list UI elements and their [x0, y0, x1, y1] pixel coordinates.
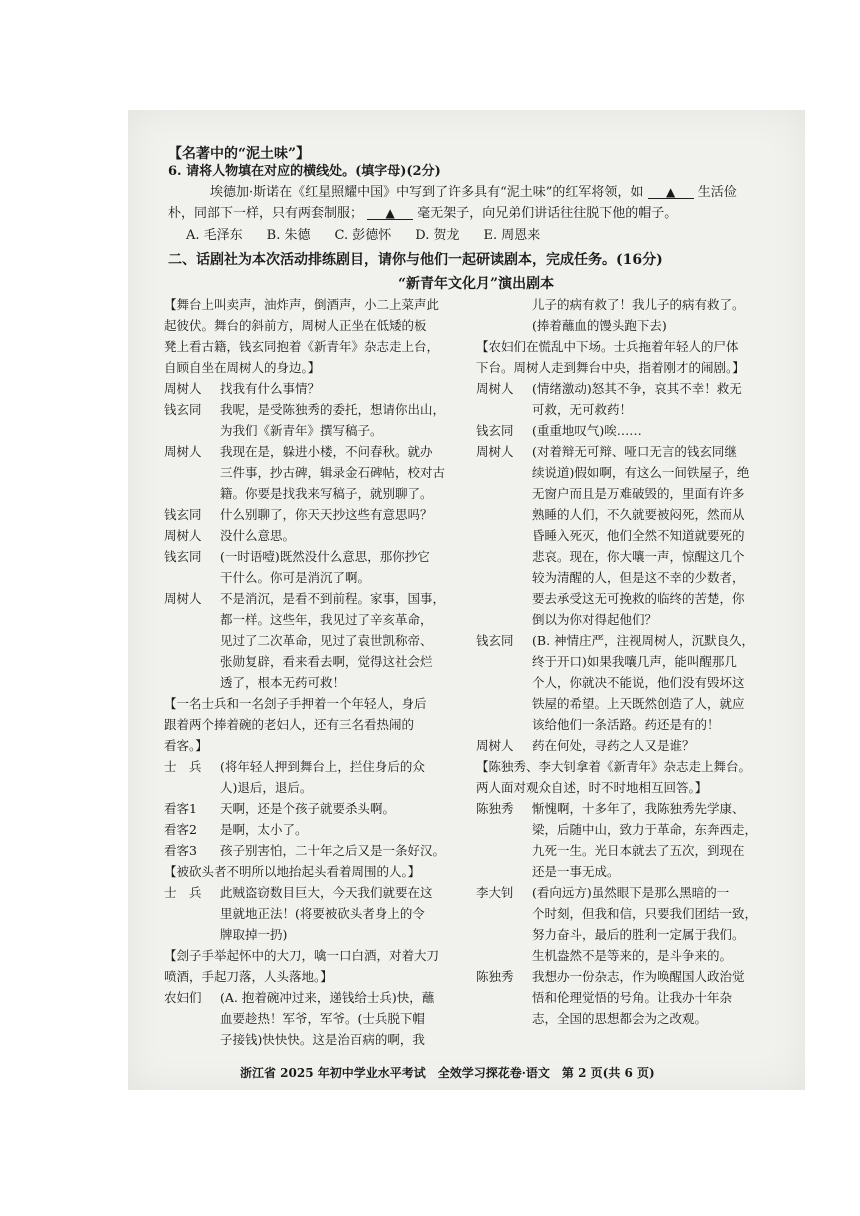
- dialogue-text: [532, 735, 695, 756]
- dialogue-entry: [164, 987, 464, 1050]
- dialogue-continuation: [476, 294, 796, 336]
- stage-direction-line: 下台。周树人走到舞台中央，指着刚才的闹剧。】: [476, 360, 745, 375]
- dialogue-line: (一时语噎)既然没什么意思，那你抄它: [220, 549, 430, 564]
- dialogue-line: (情绪激动)怒其不争，哀其不幸！救无: [532, 381, 742, 396]
- speaker-name: 钱玄同: [164, 549, 202, 564]
- speaker-name: 士 兵: [164, 885, 202, 900]
- dialogue-line: 儿子的病有救了！我儿子的病有救了。: [532, 297, 745, 312]
- dialogue-line: 为我们《新青年》撰写稿子。: [220, 423, 383, 438]
- dialogue-text: [532, 441, 749, 630]
- stage-direction-line: 【陈独秀、李大钊拿着《新青年》杂志走上舞台。: [476, 759, 752, 774]
- option-d: D. 贺龙: [415, 228, 460, 243]
- dialogue-line: 都一样。这些年，我见过了辛亥革命，: [220, 612, 433, 627]
- dialogue-text: [532, 630, 754, 735]
- dialogue-line: 见过了二次革命，见过了袁世凯称帝、: [220, 633, 433, 648]
- speaker-name: 农妇们: [164, 990, 202, 1005]
- speaker-name: 钱玄同: [164, 402, 202, 417]
- stage-direction: [164, 945, 464, 987]
- speaker-name: 看客3: [164, 843, 197, 858]
- dialogue-line: 籍。你要是找我来写稿子，就别聊了。: [220, 486, 433, 501]
- stage-direction: [164, 861, 464, 882]
- dialogue-line: 药在何处，寻药之人又是谁？: [532, 738, 695, 753]
- dialogue-text: [220, 987, 434, 1050]
- dialogue-text: [220, 378, 320, 399]
- dialogue-entry: [476, 630, 796, 735]
- dialogue-line: 还是一事无成。: [532, 864, 620, 879]
- dialogue-line: 九死一生。光日本就去了五次，到现在: [532, 843, 745, 858]
- option-e: E. 周恩来: [483, 228, 541, 243]
- dialogue-line: 个时刻，但我和信，只要我们团结一致，: [532, 906, 758, 921]
- speaker-name: 钱玄同: [476, 423, 514, 438]
- dialogue-line: 昏睡入死灭，他们全然不知道就要死的: [532, 528, 745, 543]
- stage-direction-line: 两人面对观众自述，时不时地相互回答。】: [476, 780, 708, 795]
- dialogue-line: 三件事，抄古碑，辑录金石碑帖，校对古: [220, 465, 446, 480]
- stage-direction: [476, 336, 796, 378]
- option-a: A. 毛泽东: [186, 228, 243, 243]
- dialogue-entry: [164, 882, 464, 945]
- stage-direction-line: 自顾自坐在周树人的身边。】: [164, 360, 321, 375]
- stage-direction: [476, 756, 796, 798]
- q6-line2-text: 朴，同部下一样，只有两套制服；: [168, 206, 364, 221]
- question-6-line1: [210, 183, 737, 203]
- dialogue-line: (将年轻人押到舞台上，拦住身后的众: [220, 759, 425, 774]
- dialogue-entry: [164, 756, 464, 798]
- dialogue-line: 什么别聊了，你天天抄这些有意思吗？: [220, 507, 433, 522]
- stage-direction-line: 看客。】: [164, 738, 208, 753]
- dialogue-text: [220, 546, 430, 588]
- dialogue-line: 要去承受这无可挽救的临终的苦楚，你: [532, 591, 745, 606]
- q6-line1-text: 埃德加·斯诺在《红星照耀中国》中写到了许多具有“泥土味”的红军将领，如: [210, 185, 644, 200]
- dialogue-line: 天啊，还是个孩子就要杀头啊。: [220, 801, 396, 816]
- stage-direction-line: 【刽子手举起怀中的大刀，噙一口白酒，对着大刀: [164, 948, 440, 963]
- dialogue-line: 不是消沉，是看不到前程。家事，国事，: [220, 591, 446, 606]
- dialogue-entry: [476, 966, 796, 1029]
- dialogue-line: 人)退后，退后。: [220, 780, 313, 795]
- dialogue-entry: [476, 378, 796, 420]
- dialogue-text: [220, 882, 433, 945]
- speaker-name: 看客1: [164, 801, 197, 816]
- dialogue-line: 悟和伦理觉悟的号角。让我办十年杂: [532, 990, 733, 1005]
- speaker-name: 周树人: [476, 444, 514, 459]
- dialogue-entry: [164, 441, 464, 504]
- dialogue-entry: [476, 798, 796, 882]
- dialogue-line: 可救，无可救药！: [532, 402, 633, 417]
- dialogue-entry: [164, 504, 464, 525]
- dialogue-line: 我想办一份杂志，作为唤醒国人政治觉: [532, 969, 745, 984]
- option-list: [186, 226, 540, 246]
- dialogue-line: 透了，根本无药可救！: [220, 675, 346, 690]
- dialogue-line: (重重地叹气)唉……: [532, 423, 642, 438]
- dialogue-line: (看向远方)虽然眼下是那么黑暗的一: [532, 885, 730, 900]
- speaker-name: 陈独秀: [476, 969, 514, 984]
- dialogue-text: [220, 504, 433, 525]
- speaker-name: 钱玄同: [476, 633, 514, 648]
- speaker-name: 周树人: [476, 381, 514, 396]
- dialogue-entry: [164, 588, 464, 693]
- dialogue-text: [220, 840, 445, 861]
- dialogue-line: 铁屋的希望。上天既然创造了人，就应: [532, 696, 745, 711]
- section-header: 【名著中的“泥土味”】: [168, 146, 311, 162]
- stage-direction-line: 【一名士兵和一名刽子手押着一个年轻人，身后: [164, 696, 427, 711]
- dialogue-line: 是啊，太小了。: [220, 822, 308, 837]
- dialogue-line: 志，全国的思想都会为之改观。: [532, 1011, 708, 1026]
- dialogue-line: (B. 神情庄严，注视周树人，沉默良久，: [532, 633, 755, 648]
- speaker-name: 陈独秀: [476, 801, 514, 816]
- dialogue-line: 悲哀。现在，你大嚷一声，惊醒这几个: [532, 549, 745, 564]
- dialogue-text: [220, 399, 445, 441]
- dialogue-text: [220, 819, 308, 840]
- stage-direction-line: 凳上看古籍，钱玄同抱着《新青年》杂志走上台，: [164, 339, 440, 354]
- dialogue-line: 没什么意思。: [220, 528, 296, 543]
- dialogue-line: 个人，你就决不能说，他们没有毁坏这: [532, 675, 745, 690]
- dialogue-line: 无窗户而且是万难破毁的，里面有许多: [532, 486, 745, 501]
- dialogue-line: 我呢，是受陈独秀的委托，想请你出山，: [220, 402, 446, 417]
- dialogue-line: 牌取掉一扔): [220, 927, 288, 942]
- dialogue-line: 梁，后随中山，致力于革命，东奔西走，: [532, 822, 758, 837]
- dialogue-entry: [476, 735, 796, 756]
- dialogue-line: 我现在是，躲进小楼，不问春秋。就办: [220, 444, 433, 459]
- stage-direction-line: 跟着两个捧着碗的老妇人，还有三名看热闹的: [164, 717, 415, 732]
- dialogue-text: [532, 966, 745, 1029]
- dialogue-text: [220, 525, 295, 546]
- dialogue-line: 孩子别害怕，二十年之后又是一条好汉。: [220, 843, 446, 858]
- answer-blank-1[interactable]: ▲: [648, 186, 694, 199]
- stage-direction: [164, 693, 464, 756]
- dialogue-line: 找我有什么事情？: [220, 381, 321, 396]
- stage-direction-line: 【被砍头者不明所以地抬起头看着周围的人。】: [164, 864, 421, 879]
- speaker-name: 周树人: [164, 381, 202, 396]
- speaker-name: 周树人: [164, 591, 202, 606]
- dialogue-entry: [164, 840, 464, 861]
- script-left-column: [164, 294, 464, 1050]
- dialogue-line: 惭愧啊，十多年了，我陈独秀先学康、: [532, 801, 745, 816]
- speaker-name: 士 兵: [164, 759, 202, 774]
- speaker-name: 看客2: [164, 822, 197, 837]
- stage-direction-line: 喷酒，手起刀落，人头落地。】: [164, 969, 333, 984]
- dialogue-entry: [476, 441, 796, 630]
- dialogue-entry: [164, 546, 464, 588]
- page-footer: 浙江省 2025 年初中学业水平考试 全效学习探花卷·语文 第 2 页(共 6 页): [240, 1066, 655, 1080]
- dialogue-text: [220, 441, 445, 504]
- dialogue-line: 张勋复辟，看来看去啊，觉得这社会烂: [220, 654, 433, 669]
- dialogue-line: 终于开口)如果我嚷几声，能叫醒那几: [532, 654, 737, 669]
- stage-direction-line: 【农妇们在慌乱中下场。士兵拖着年轻人的尸体: [476, 339, 739, 354]
- speaker-name: 周树人: [476, 738, 514, 753]
- dialogue-text: [532, 378, 742, 420]
- dialogue-text: [220, 798, 395, 819]
- speaker-name: 周树人: [164, 444, 202, 459]
- dialogue-text: [532, 420, 642, 441]
- dialogue-line: 此贼盗窃数目巨大，今天我们就要在这: [220, 885, 433, 900]
- dialogue-line: (对着辩无可辩、哑口无言的钱玄同继: [532, 444, 737, 459]
- stage-direction-line: 起彼伏。舞台的斜前方，周树人正坐在低矮的板: [164, 318, 427, 333]
- speaker-name: 李大钊: [476, 885, 514, 900]
- dialogue-line: 熟睡的人们，不久就要被闷死，然而从: [532, 507, 745, 522]
- speaker-name: 周树人: [164, 528, 202, 543]
- dialogue-line: 血要趁热！军爷，军爷。(士兵脱下帽: [220, 1011, 425, 1026]
- dialogue-line: 里就地正法！(将要被砍头者身上的令: [220, 906, 425, 921]
- dialogue-line: (A. 抱着碗冲过来，递钱给士兵)快，蘸: [220, 990, 435, 1005]
- option-c: C. 彭德怀: [334, 228, 392, 243]
- q6-line2-end: 毫无架子，向兄弟们讲话往往脱下他的帽子。: [417, 206, 678, 221]
- dialogue-line: (捧着蘸血的馒头跑下去): [532, 318, 667, 333]
- stage-direction: [164, 294, 464, 378]
- dialogue-text: [532, 882, 757, 966]
- dialogue-entry: [164, 525, 464, 546]
- script-right-column: [476, 294, 796, 1029]
- dialogue-entry: [476, 420, 796, 441]
- q6-line1-end: 生活俭: [697, 185, 737, 200]
- dialogue-line: 子接钱)快快快。这是治百病的啊，我: [220, 1032, 425, 1047]
- script-title: “新青年文化月”演出剧本: [398, 276, 555, 292]
- dialogue-line: 干什么。你可是消沉了啊。: [220, 570, 371, 585]
- dialogue-entry: [476, 882, 796, 966]
- dialogue-entry: [164, 378, 464, 399]
- dialogue-entry: [164, 399, 464, 441]
- option-b: B. 朱德: [266, 228, 311, 243]
- dialogue-line: 续说道)假如啊，有这么一间铁屋子，绝: [532, 465, 750, 480]
- dialogue-entry: [164, 819, 464, 840]
- dialogue-line: 生机盎然不是等来的，是斗争来的。: [532, 948, 733, 963]
- dialogue-line: 努力奋斗，最后的胜利一定属于我们。: [532, 927, 745, 942]
- question-6-line2: [168, 204, 677, 224]
- dialogue-text: [220, 588, 445, 693]
- dialogue-line: 较为清醒的人，但是这不幸的少数者，: [532, 570, 745, 585]
- answer-blank-2[interactable]: ▲: [367, 207, 413, 220]
- dialogue-line: 倒以为你对得起他们？: [532, 612, 658, 627]
- dialogue-text: [220, 756, 425, 798]
- dialogue-line: 该给他们一条活路。药还是有的！: [532, 717, 720, 732]
- speaker-name: 钱玄同: [164, 507, 202, 522]
- dialogue-text: [532, 798, 757, 882]
- stage-direction-line: 【舞台上叫卖声，油炸声，倒酒声，小二上菜声此: [164, 297, 440, 312]
- dialogue-entry: [164, 798, 464, 819]
- part-2-title: 二、话剧社为本次活动排练剧目，请你与他们一起研读剧本，完成任务。(16分): [168, 252, 663, 268]
- question-6-title: 6. 请将人物填在对应的横线处。(填字母)(2分): [168, 164, 441, 179]
